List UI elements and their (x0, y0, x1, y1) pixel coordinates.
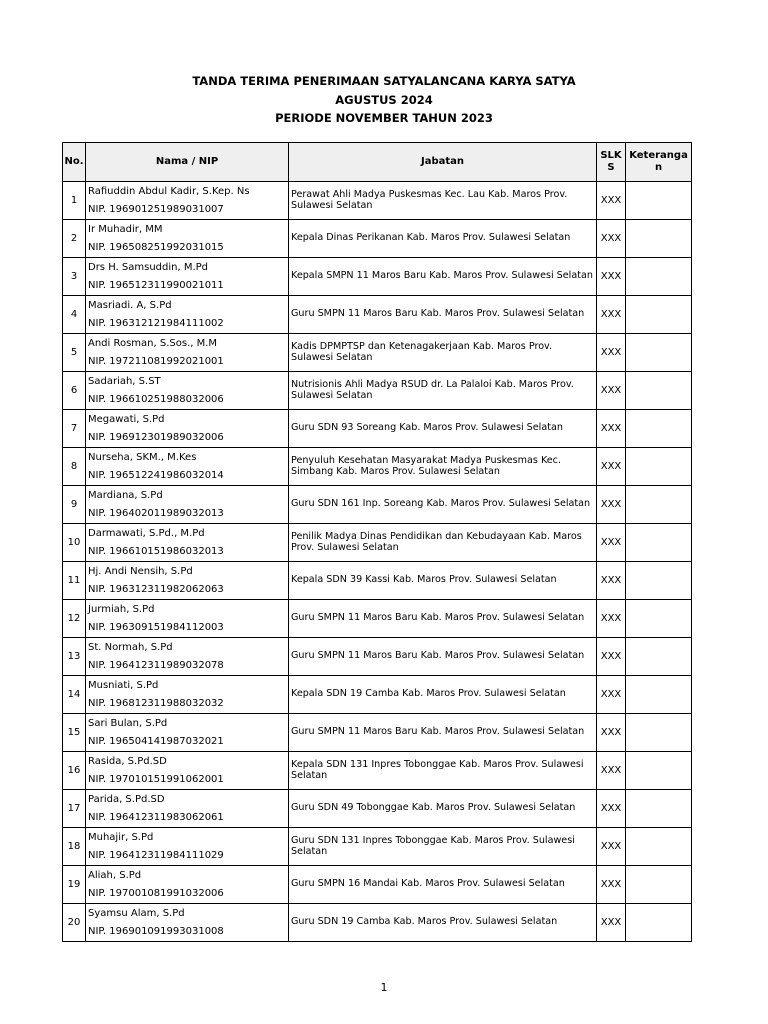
row-number: 11 (63, 562, 86, 600)
table-row (63, 866, 692, 904)
recipient-name: Hj. Andi Nensih, S.Pd (88, 565, 193, 577)
document-title: TANDA TERIMA PENERIMAAN SATYALANCANA KARYA SATYA (192, 74, 576, 88)
name-nip-cell (86, 828, 289, 866)
table-row (63, 828, 692, 866)
slks-cell: XXX (597, 296, 626, 334)
recipient-name: Sadariah, S.ST (88, 375, 161, 387)
row-number: 17 (63, 790, 86, 828)
position-cell: Guru SMPN 11 Maros Baru Kab. Maros Prov. Sulawesi Selatan (289, 600, 597, 638)
position-cell: Nutrisionis Ahli Madya RSUD dr. La Palaloi Kab. Maros Prov. Sulawesi Selatan (289, 372, 597, 410)
row-number: 16 (63, 752, 86, 790)
position-cell: Guru SDN 131 Inpres Tobonggae Kab. Maros Prov. Sulawesi Selatan (289, 828, 597, 866)
position-cell: Guru SMPN 11 Maros Baru Kab. Maros Prov. Sulawesi Selatan (289, 714, 597, 752)
keterangan-cell (626, 524, 692, 562)
slks-cell: XXX (597, 562, 626, 600)
name-nip-cell (86, 714, 289, 752)
table-row (63, 752, 692, 790)
slks-cell: XXX (597, 258, 626, 296)
recipient-nip: NIP. 196901251989031007 (88, 203, 224, 215)
slks-cell: XXX (597, 334, 626, 372)
slks-cell: XXX (597, 448, 626, 486)
position-cell: Penyuluh Kesehatan Masyarakat Madya Puskesmas Kec. Simbang Kab. Maros Prov. Sulawesi Selatan (289, 448, 597, 486)
name-nip-cell (86, 600, 289, 638)
name-nip-cell (86, 182, 289, 220)
recipient-nip: NIP. 196610251988032006 (88, 393, 224, 405)
name-nip-cell (86, 410, 289, 448)
name-nip-cell (86, 486, 289, 524)
recipient-name: Nurseha, SKM., M.Kes (88, 451, 197, 463)
name-nip-cell (86, 790, 289, 828)
recipient-nip: NIP. 196512241986032014 (88, 469, 224, 481)
position-cell: Guru SDN 93 Soreang Kab. Maros Prov. Sulawesi Selatan (289, 410, 597, 448)
row-number: 3 (63, 258, 86, 296)
name-nip-cell (86, 676, 289, 714)
name-nip-cell (86, 866, 289, 904)
row-number: 20 (63, 904, 86, 942)
position-cell: Guru SMPN 11 Maros Baru Kab. Maros Prov. Sulawesi Selatan (289, 638, 597, 676)
slks-cell: XXX (597, 372, 626, 410)
row-number: 18 (63, 828, 86, 866)
keterangan-cell (626, 448, 692, 486)
header-nama-nip: Nama / NIP (86, 143, 289, 182)
row-number: 5 (63, 334, 86, 372)
recipient-name: Masriadi. A, S.Pd (88, 299, 172, 311)
keterangan-cell (626, 410, 692, 448)
slks-cell: XXX (597, 600, 626, 638)
recipient-nip: NIP. 197211081992021001 (88, 355, 224, 367)
recipient-nip: NIP. 196412311984111029 (88, 849, 224, 861)
position-cell: Kepala SDN 19 Camba Kab. Maros Prov. Sulawesi Selatan (289, 676, 597, 714)
recipients-table (62, 142, 692, 942)
position-cell: Kadis DPMPTSP dan Ketenagakerjaan Kab. Maros Prov. Sulawesi Selatan (289, 334, 597, 372)
row-number: 10 (63, 524, 86, 562)
recipient-name: Syamsu Alam, S.Pd (88, 907, 185, 919)
recipient-name: Rafiuddin Abdul Kadir, S.Kep. Ns (88, 185, 250, 197)
recipient-nip: NIP. 196402011989032013 (88, 507, 224, 519)
name-nip-cell (86, 638, 289, 676)
position-cell: Kepala SDN 131 Inpres Tobonggae Kab. Maros Prov. Sulawesi Selatan (289, 752, 597, 790)
table-row (63, 258, 692, 296)
header-jabatan: Jabatan (289, 143, 597, 182)
row-number: 13 (63, 638, 86, 676)
row-number: 14 (63, 676, 86, 714)
recipient-nip: NIP. 196412311983062061 (88, 811, 224, 823)
keterangan-cell (626, 714, 692, 752)
keterangan-cell (626, 904, 692, 942)
table-row (63, 600, 692, 638)
recipient-name: Drs H. Samsuddin, M.Pd (88, 261, 209, 273)
recipient-nip: NIP. 197001081991032006 (88, 887, 224, 899)
keterangan-cell (626, 600, 692, 638)
document-subtitle-date: AGUSTUS 2024 (335, 92, 433, 107)
recipient-nip: NIP. 196912301989032006 (88, 431, 224, 443)
recipient-name: Sari Bulan, S.Pd (88, 717, 168, 729)
recipient-name: Muhajir, S.Pd (88, 831, 154, 843)
keterangan-cell (626, 866, 692, 904)
row-number: 4 (63, 296, 86, 334)
header-row (63, 143, 692, 182)
keterangan-cell (626, 638, 692, 676)
position-cell: Guru SDN 19 Camba Kab. Maros Prov. Sulawesi Selatan (289, 904, 597, 942)
position-cell: Guru SDN 49 Tobonggae Kab. Maros Prov. Sulawesi Selatan (289, 790, 597, 828)
keterangan-cell (626, 752, 692, 790)
keterangan-cell (626, 562, 692, 600)
recipient-name: Ir Muhadir, MM (88, 223, 163, 235)
keterangan-cell (626, 296, 692, 334)
recipient-nip: NIP. 196312311982062063 (88, 583, 224, 595)
row-number: 8 (63, 448, 86, 486)
recipient-nip: NIP. 196309151984112003 (88, 621, 224, 633)
table-header (63, 143, 692, 182)
slks-cell: XXX (597, 790, 626, 828)
slks-cell: XXX (597, 714, 626, 752)
header-no: No. (63, 143, 86, 182)
slks-cell: XXX (597, 524, 626, 562)
slks-cell: XXX (597, 220, 626, 258)
keterangan-cell (626, 258, 692, 296)
recipient-name: Darmawati, S.Pd., M.Pd (88, 527, 205, 539)
table-row (63, 524, 692, 562)
keterangan-cell (626, 372, 692, 410)
position-cell: Guru SDN 161 Inp. Soreang Kab. Maros Prov. Sulawesi Selatan (289, 486, 597, 524)
recipient-nip: NIP. 196901091993031008 (88, 925, 224, 937)
name-nip-cell (86, 258, 289, 296)
table-row (63, 562, 692, 600)
recipient-nip: NIP. 196504141987032021 (88, 735, 224, 747)
recipient-name: Andi Rosman, S.Sos., M.M (88, 337, 218, 349)
table-body (63, 182, 692, 942)
position-cell: Guru SMPN 11 Maros Baru Kab. Maros Prov. Sulawesi Selatan (289, 296, 597, 334)
recipient-name: Aliah, S.Pd (88, 869, 142, 881)
table-row (63, 790, 692, 828)
recipient-name: Rasida, S.Pd.SD (88, 755, 167, 767)
recipient-name: Megawati, S.Pd (88, 413, 165, 425)
name-nip-cell (86, 562, 289, 600)
row-number: 12 (63, 600, 86, 638)
slks-cell: XXX (597, 182, 626, 220)
row-number: 6 (63, 372, 86, 410)
name-nip-cell (86, 448, 289, 486)
name-nip-cell (86, 372, 289, 410)
position-cell: Kepala SMPN 11 Maros Baru Kab. Maros Prov. Sulawesi Selatan (289, 258, 597, 296)
name-nip-cell (86, 334, 289, 372)
row-number: 1 (63, 182, 86, 220)
table-row (63, 448, 692, 486)
keterangan-cell (626, 676, 692, 714)
row-number: 7 (63, 410, 86, 448)
recipient-nip: NIP. 197010151991062001 (88, 773, 224, 785)
table-row (63, 638, 692, 676)
slks-cell: XXX (597, 676, 626, 714)
name-nip-cell (86, 296, 289, 334)
name-nip-cell (86, 752, 289, 790)
table-row (63, 904, 692, 942)
name-nip-cell (86, 524, 289, 562)
document-title-block (0, 72, 768, 128)
table-row (63, 334, 692, 372)
header-slks: SLKS (597, 143, 626, 182)
recipient-nip: NIP. 196312121984111002 (88, 317, 224, 329)
recipient-nip: NIP. 196812311988032032 (88, 697, 224, 709)
table-row (63, 714, 692, 752)
slks-cell: XXX (597, 866, 626, 904)
recipient-nip: NIP. 196610151986032013 (88, 545, 224, 557)
slks-cell: XXX (597, 486, 626, 524)
table-row (63, 676, 692, 714)
name-nip-cell (86, 220, 289, 258)
slks-cell: XXX (597, 828, 626, 866)
recipient-nip: NIP. 196412311989032078 (88, 659, 224, 671)
recipient-nip: NIP. 196508251992031015 (88, 241, 224, 253)
position-cell: Kepala SDN 39 Kassi Kab. Maros Prov. Sulawesi Selatan (289, 562, 597, 600)
row-number: 15 (63, 714, 86, 752)
slks-cell: XXX (597, 638, 626, 676)
keterangan-cell (626, 182, 692, 220)
keterangan-cell (626, 220, 692, 258)
table-row (63, 296, 692, 334)
position-cell: Kepala Dinas Perikanan Kab. Maros Prov. Sulawesi Selatan (289, 220, 597, 258)
slks-cell: XXX (597, 904, 626, 942)
keterangan-cell (626, 790, 692, 828)
position-cell: Penilik Madya Dinas Pendidikan dan Kebudayaan Kab. Maros Prov. Sulawesi Selatan (289, 524, 597, 562)
position-cell: Perawat Ahli Madya Puskesmas Kec. Lau Kab. Maros Prov. Sulawesi Selatan (289, 182, 597, 220)
page-number: 1 (380, 981, 388, 994)
position-cell: Guru SMPN 16 Mandai Kab. Maros Prov. Sulawesi Selatan (289, 866, 597, 904)
recipient-name: Jurmiah, S.Pd (88, 603, 155, 615)
row-number: 19 (63, 866, 86, 904)
table-row (63, 372, 692, 410)
recipient-name: Parida, S.Pd.SD (88, 793, 165, 805)
table-row (63, 486, 692, 524)
name-nip-cell (86, 904, 289, 942)
row-number: 9 (63, 486, 86, 524)
header-keterangan: Keterangan (626, 143, 692, 182)
keterangan-cell (626, 486, 692, 524)
recipient-name: St. Normah, S.Pd (88, 641, 173, 653)
recipient-nip: NIP. 196512311990021011 (88, 279, 224, 291)
keterangan-cell (626, 334, 692, 372)
slks-cell: XXX (597, 410, 626, 448)
recipient-name: Musniati, S.Pd (88, 679, 159, 691)
row-number: 2 (63, 220, 86, 258)
table-row (63, 220, 692, 258)
table-row (63, 410, 692, 448)
document-subtitle-period: PERIODE NOVEMBER TAHUN 2023 (275, 111, 493, 126)
slks-cell: XXX (597, 752, 626, 790)
keterangan-cell (626, 828, 692, 866)
recipient-name: Mardiana, S.Pd (88, 489, 163, 501)
table-row (63, 182, 692, 220)
